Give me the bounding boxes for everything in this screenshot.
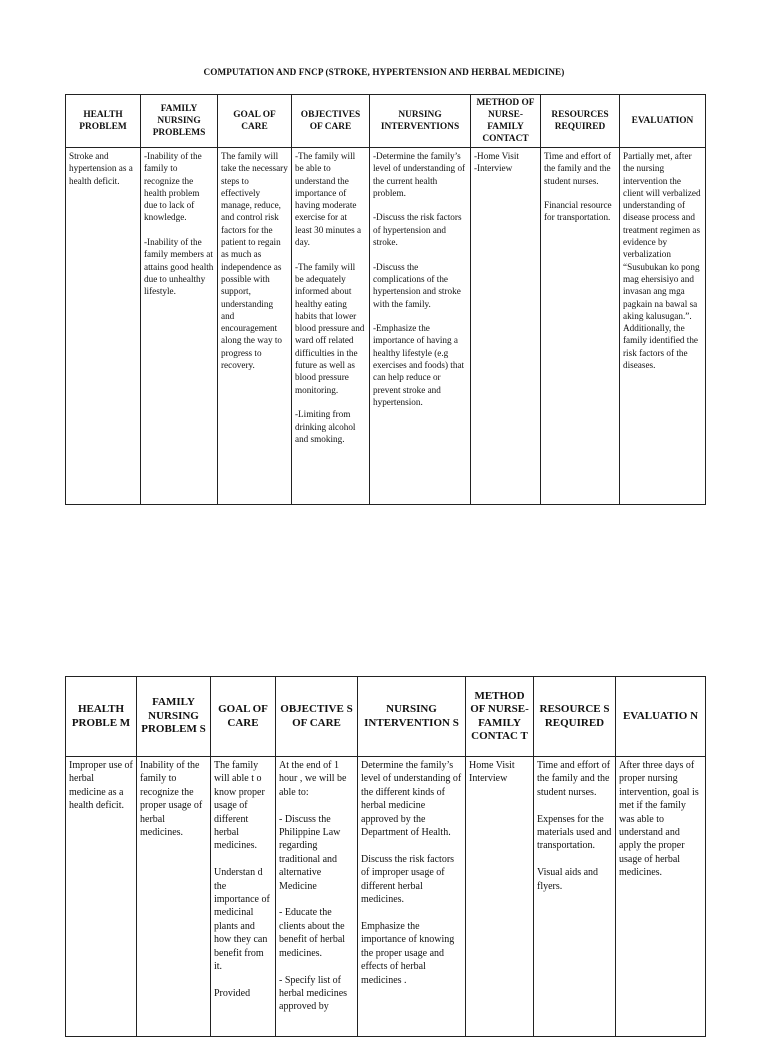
header-health-problem: HEALTH PROBLE M: [66, 677, 137, 757]
cell-objectives-of-care: At the end of 1 hour , we will be able to: - Discuss the Philippine Law regarding traditional and alternative Medicine - Educate the clients about the benefit of herbal medicines. - Specify list of herbal medicines approved by: [276, 757, 358, 1037]
cell-health-problem: Improper use of herbal medicine as a health deficit.: [66, 757, 137, 1037]
cell-family-nursing-problems: -Inability of the family to recognize the health problem due to lack of knowledge. -Inability of the family members at attains good health due to unhealthy lifestyle.: [141, 148, 218, 505]
table-header-row: [66, 677, 706, 757]
header-objectives-of-care: OBJECTIVE S OF CARE: [276, 677, 358, 757]
fncp-table-herbal-medicine: [65, 676, 706, 1037]
header-health-problem: HEALTH PROBLEM: [66, 95, 141, 148]
cell-resources-required: Time and effort of the family and the student nurses. Financial resource for transportation.: [541, 148, 620, 505]
cell-evaluation: After three days of proper nursing intervention, goal is met if the family was able to understand and apply the proper usage of herbal medicines.: [616, 757, 706, 1037]
cell-method-of-contact: Home Visit Interview: [466, 757, 534, 1037]
cell-family-nursing-problems: Inability of the family to recognize the proper usage of herbal medicines.: [137, 757, 211, 1037]
header-objectives-of-care: OBJECTIVES OF CARE: [292, 95, 370, 148]
cell-nursing-interventions: Determine the family’s level of understanding of the different kinds of herbal medicine approved by the Department of Health. Discuss the risk factors of improper usage of different herbal medicines. Emphasize the importance of knowing the proper usage and effects of herbal medicines .: [358, 757, 466, 1037]
cell-resources-required: Time and effort of the family and the student nurses. Expenses for the materials used and transportation. Visual aids and flyers.: [534, 757, 616, 1037]
header-family-nursing-problems: FAMILY NURSING PROBLEM S: [137, 677, 211, 757]
header-resources-required: RESOURCES REQUIRED: [541, 95, 620, 148]
cell-method-of-contact: -Home Visit -Interview: [471, 148, 541, 505]
cell-nursing-interventions: -Determine the family’s level of understanding of the current health problem. -Discuss the risk factors of hypertension and stroke. -Discuss the complications of the hypertension and stroke with the family. -Emphasize the importance of having a healthy lifestyle (e.g exercises and foods) that can help reduce or prevent stroke and hypertension.: [370, 148, 471, 505]
cell-health-problem: Stroke and hypertension as a health deficit.: [66, 148, 141, 505]
header-evaluation: EVALUATION: [620, 95, 706, 148]
table-row: [66, 757, 706, 1037]
table-header-row: [66, 95, 706, 148]
table-row: [66, 148, 706, 505]
fncp-table-stroke-hypertension: [65, 94, 706, 505]
header-goal-of-care: GOAL OF CARE: [211, 677, 276, 757]
header-evaluation: EVALUATIO N: [616, 677, 706, 757]
cell-objectives-of-care: -The family will be able to understand the importance of having moderate exercise for at least 30 minutes a day. -The family will be adequately informed about healthy eating habits that lower blood pressure and ward off related difficulties in the future as well as blood pressure monitoring. -Limiting from drinking alcohol and smoking.: [292, 148, 370, 505]
header-nursing-interventions: NURSING INTERVENTION S: [358, 677, 466, 757]
cell-evaluation: Partially met, after the nursing intervention the client will verbalized understanding of disease process and treatment regimen as evidence by verbalization “Susubukan ko pong mag ehersisiyo and invasan ang mga pagkain na bawal sa aking kalusugan.”. Additionally, the family identified the risk factors of the diseases.: [620, 148, 706, 505]
cell-goal-of-care: The family will able t o know proper usage of different herbal medicines. Understan d the importance of medicinal plants and how they can benefit from it. Provided: [211, 757, 276, 1037]
header-resources-required: RESOURCE S REQUIRED: [534, 677, 616, 757]
cell-goal-of-care: The family will take the necessary steps to effectively manage, reduce, and control risk factors for the patient to regain as much as independence as possible with support, understanding and encouragement along the way to progress to recovery.: [218, 148, 292, 505]
header-family-nursing-problems: FAMILY NURSING PROBLEMS: [141, 95, 218, 148]
header-goal-of-care: GOAL OF CARE: [218, 95, 292, 148]
header-nursing-interventions: NURSING INTERVENTIONS: [370, 95, 471, 148]
header-method-of-contact: METHOD OF NURSE-FAMILY CONTAC T: [466, 677, 534, 757]
header-method-of-contact: METHOD OF NURSE-FAMILY CONTACT: [471, 95, 541, 148]
document-title: COMPUTATION AND FNCP (STROKE, HYPERTENSION AND HERBAL MEDICINE): [203, 67, 565, 77]
